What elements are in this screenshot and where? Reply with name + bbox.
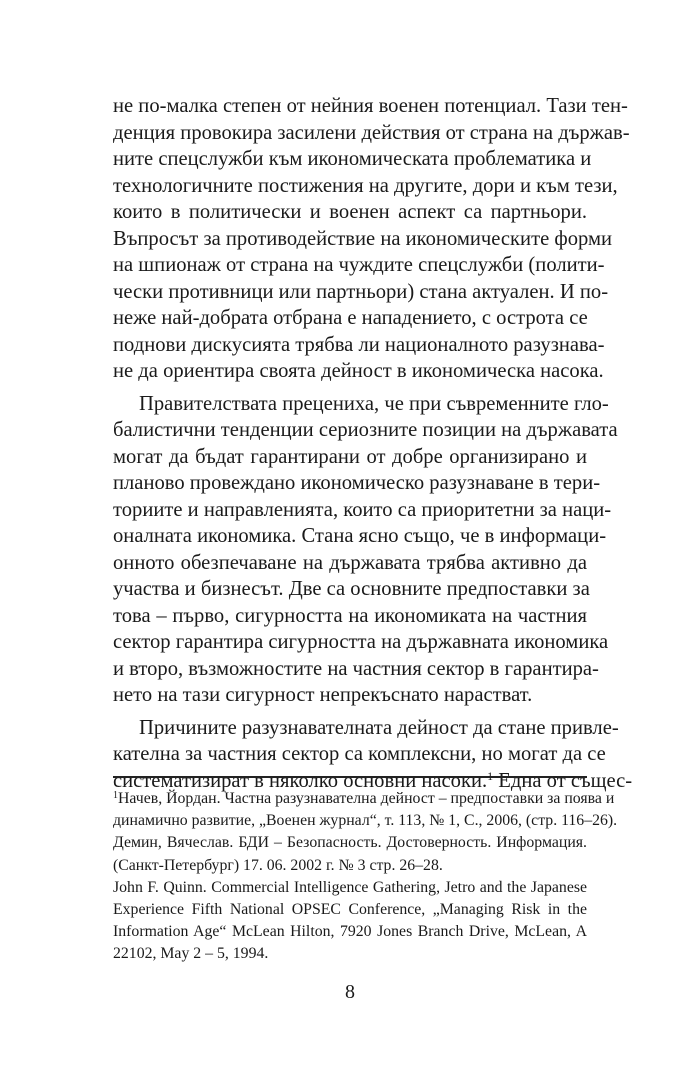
footnote-marker: 1: [113, 790, 118, 801]
paragraph-2: [113, 391, 618, 709]
text-line: балистични тенденции сериозните позиции на държавата: [113, 419, 618, 441]
footnote-reference: 1: [487, 768, 494, 783]
text-line: не да ориентира своята дейност в икономическа насока.: [113, 360, 604, 382]
body-text: [113, 93, 633, 794]
footnote-line: Information Age“ McLean Hilton, 7920 Jones Branch Drive, McLean, A: [113, 923, 587, 941]
text-line: ните спецслужби към икономическата проблематика и: [113, 148, 592, 170]
text-segment: систематизират в няколко основни насоки.: [113, 769, 488, 792]
text-line: и второ, възможностите на частния сектор в гарантира-: [113, 657, 599, 680]
text-segment: Една от същес-: [493, 769, 633, 792]
footnotes: [113, 788, 618, 966]
footnote-text: Начев, Йордан. Частна разузнавателна дейност – предпоставки за поява и: [118, 790, 615, 807]
text-line: участва и бизнесът. Две са основните предпоставки за: [113, 578, 590, 600]
text-line: Въпросът за противодействие на икономическите форми: [113, 227, 613, 250]
text-line: могат да бъдат гарантирани от добре организирано и: [113, 445, 587, 468]
footnote-line: (Санкт-Петербург) 17. 06. 2002 г. № 3 стр. 26–28.: [113, 856, 443, 874]
footnote-line: [113, 788, 615, 810]
footnote-divider: [113, 776, 587, 778]
text-line: неже най-добрата отбрана е нападението, с острота се: [113, 307, 588, 329]
footnote-line: 22102, May 2 – 5, 1994.: [113, 945, 269, 963]
text-line: това – първо, сигурността на икономиката на частния: [113, 604, 587, 627]
text-line: Причините разузнавателната дейност да стане привле-: [139, 716, 619, 739]
text-line: поднови дискусията трябва ли националното разузнава-: [113, 333, 605, 356]
text-line: на шпионаж от страна на чуждите спецслужби (полити-: [113, 254, 605, 276]
page-number: 8: [345, 981, 355, 1003]
text-line: които в политически и военен аспект са партньори.: [113, 201, 587, 223]
text-line: не по-малка степен от нейния военен потенциал. Тази тен-: [113, 95, 628, 117]
footnote-line: Демин, Вячеслав. БДИ – Безопасность. Достоверность. Информация.: [113, 834, 587, 852]
text-line: Правителствата прецениха, че при съвременните гло-: [139, 392, 609, 415]
paragraph-3: [113, 715, 633, 795]
text-line: планово провеждано икономическо разузнаване в тери-: [113, 472, 601, 494]
footnote-line: динамично развитие, „Военен журнал“, т. 113, № 1, С., 2006, (стр. 116–26).: [113, 812, 618, 830]
text-line: технологичните постижения на другите, дори и към тези,: [113, 174, 618, 197]
paragraph-1: [113, 93, 630, 385]
text-line: онното обезпечаване на държавата трябва активно да: [113, 551, 587, 574]
footnote-line: John F. Quinn. Commercial Intelligence Gathering, Jetro and the Japanese: [113, 878, 587, 896]
footnote-line: Experience Fifth National OPSEC Conference, „Managing Risk in the: [113, 900, 587, 918]
text-line: сектор гарантира сигурността на държавната икономика: [113, 631, 609, 653]
text-line: чески противници или партньори) стана актуален. И по-: [113, 280, 609, 303]
text-line: ториите и направленията, които са приоритетни за наци-: [113, 498, 612, 521]
text-line: денция провокира засилени действия от страна на държав-: [113, 121, 630, 144]
text-line: кателна за частния сектор са комплексни, но могат да се: [113, 743, 606, 765]
text-line: оналната икономика. Стана ясно също, че в информаци-: [113, 525, 607, 547]
text-line: нето на тази сигурност непрекъснато нарастват.: [113, 684, 533, 706]
